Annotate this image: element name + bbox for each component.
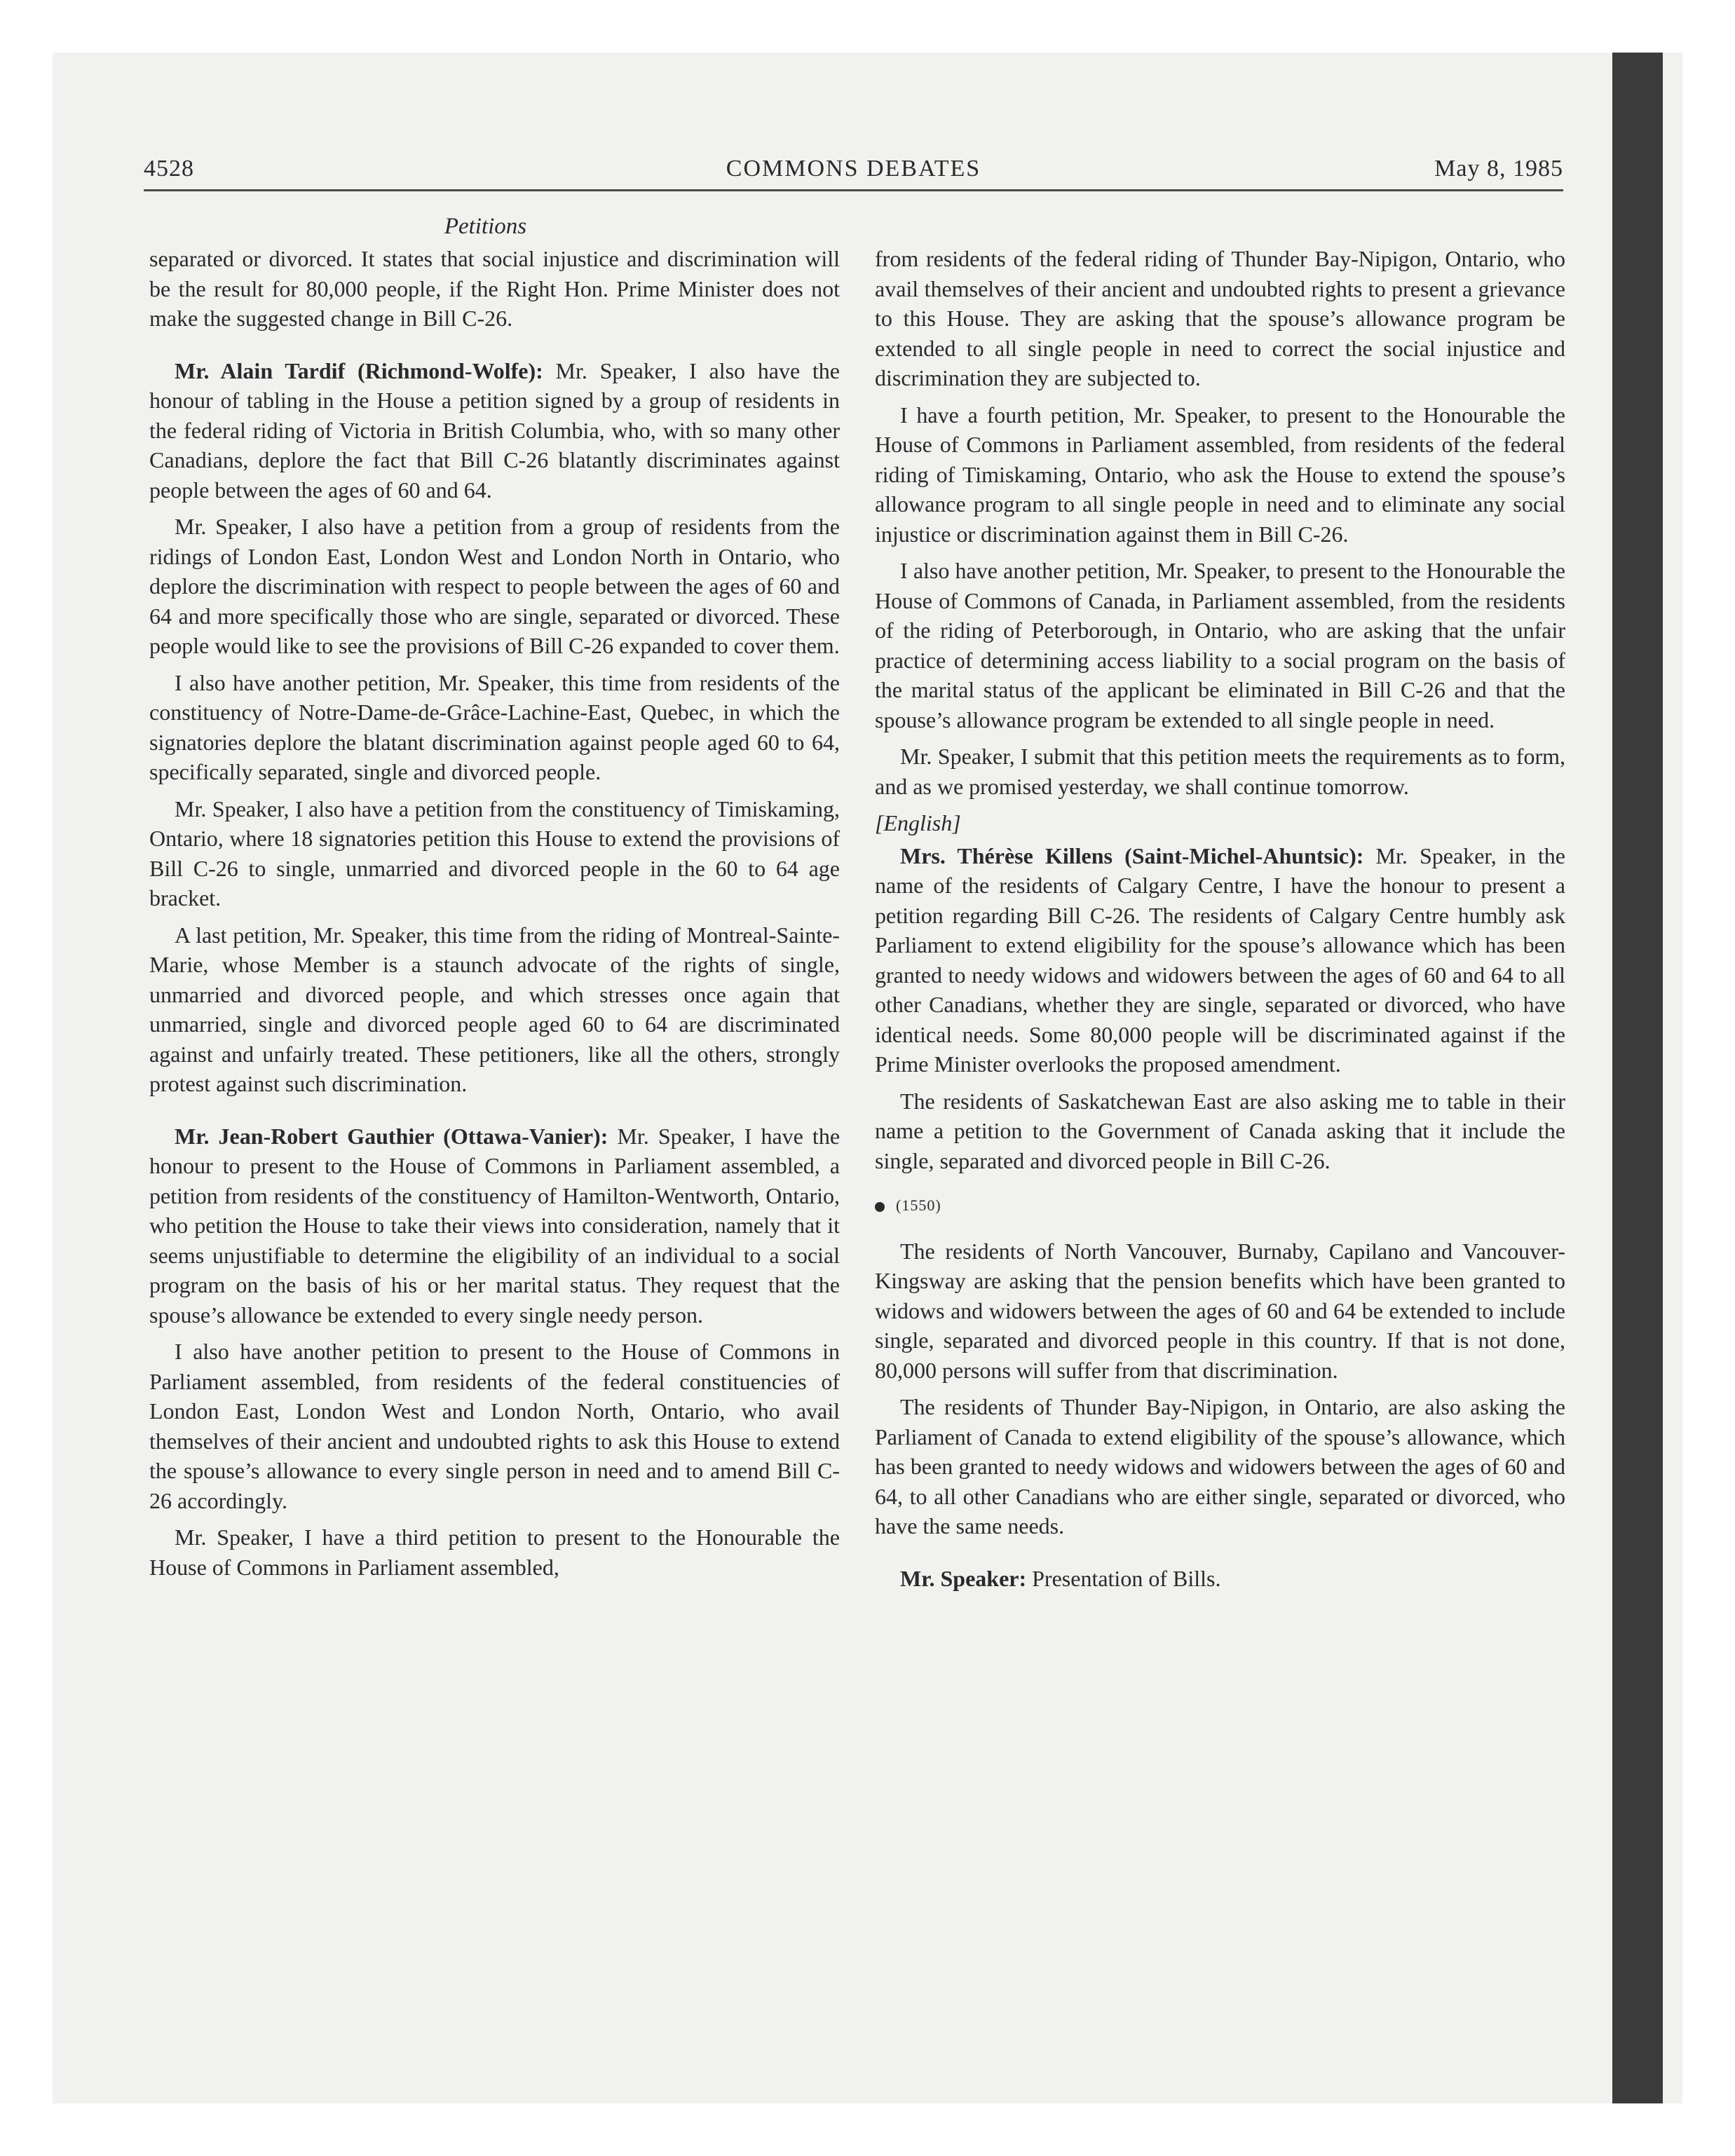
paragraph: The residents of Saskatchewan East are also asking me to table in their name a petition to the Government of Canada asking that it include the single, separated and divorced people in Bill C-26. (875, 1088, 1565, 1173)
paragraph (149, 356, 840, 505)
paragraph: Mr. Speaker, I also have a petition from a group of residents from the ridings of London East, London West and London North in Ontario, who deplore the discrimination with respect to people between the ages of 60 and 64 and more specifically those who are single, separated or divorced. These people would like to see the provisions of Bill C-26 expanded to cover them. (149, 514, 840, 658)
speaker-name: Mr. Alain Tardif (Richmond-Wolfe): (175, 357, 543, 383)
right-column (875, 244, 1565, 1600)
paragraph: separated or divorced. It states that social injustice and discrimination will be the result for 80,000 people, if the Right Hon. Prime Minister does not make the suggested change in Bill C-26. (149, 246, 840, 331)
publication-date: May 8, 1985 (1434, 156, 1563, 182)
paragraph: A last petition, Mr. Speaker, this time from the riding of Montreal-Sainte-Marie, whose Member is a staunch advocate of the rights of single, unmarried and divorced people, and which stresses once again that unmarried, single and divorced people aged 60 to 64 are discriminated against and unfairly treated. These petitioners, like all the others, strongly protest against such discrimination. (149, 922, 840, 1096)
speech-text: Mr. Speaker, in the name of the residents of Calgary Centre, I have the honour to present a petition regarding Bill C-26. The residents of Calgary Centre humbly ask Parliament to extend eligibility for the spouse’s allowance which has been granted to needy widows and widowers between the ages of 60 and 64 to all other Canadians, whether they are single, separated or divorced, who have identical needs. Some 80,000 people will be discriminated against if the Prime Minister overlooks the proposed amendment. (875, 842, 1565, 1077)
paragraph: The residents of Thunder Bay-Nipigon, in Ontario, are also asking the Parliament of Canada to extend eligibility of the spouse’s allowance, which has been granted to needy widows and widowers between the ages of 60 and 64, to all other Canadians who are either single, separated or divorced, who have the same needs. (875, 1394, 1565, 1538)
paragraph: Mr. Speaker, I submit that this petition meets the requirements as to form, and as we promised yesterday, we shall continue tomorrow. (875, 744, 1565, 799)
paragraph (875, 1564, 1565, 1594)
paragraph: Mr. Speaker, I have a third petition to present to the Honourable the House of Commons in Parliament assembled, (149, 1524, 840, 1580)
left-column (149, 244, 840, 1589)
page-header (144, 156, 1563, 191)
binding-edge (1612, 53, 1663, 2103)
speech-text: Presentation of Bills. (1032, 1565, 1221, 1591)
paragraph: Mr. Speaker, I also have a petition from the constituency of Timiskaming, Ontario, where 18 signatories petition this House to extend the provisions of Bill C-26 to single, unmarried and divorced people in the 60 to 64 age bracket. (149, 796, 840, 910)
paragraph (149, 1121, 840, 1330)
section-title: Petitions (444, 214, 527, 239)
speaker-name: Mr. Speaker: (900, 1565, 1027, 1591)
paragraph: I also have another petition to present to the House of Commons in Parliament assembled, from residents of the federal constituencies of London East, London West and London North, Ontario, who avail themselves of their ancient and undoubted rights to ask this House to extend the spouse’s allowance to every single person in need and to amend Bill C-26 accordingly. (149, 1339, 840, 1513)
paragraph: The residents of North Vancouver, Burnaby, Capilano and Vancouver-Kingsway are asking that the pension benefits which have been granted to widows and widowers between the ages of 60 and 64 be extended to include single, separated and divorced people in this country. If that is not done, 80,000 persons will suffer from that discrimination. (875, 1238, 1565, 1383)
speech-text: Mr. Speaker, I have the honour to present to the House of Commons in Parliament assembled, a petition from residents of the constituency of Hamilton-Wentworth, Ontario, who petition the House to take their views into consideration, namely that it seems unjustifiable to determine the eligibility of an individual to a social program on the basis of his or her marital status. They request that the spouse’s allowance be extended to every single needy person. (149, 1123, 841, 1328)
paragraph: I have a fourth petition, Mr. Speaker, to present to the Honourable the House of Commons in Parliament assembled, from residents of the federal riding of Timiskaming, Ontario, who ask the House to extend the spouse’s allowance program to all single people in need and to eliminate any social injustice or discrimination against them in Bill C-26. (875, 402, 1565, 547)
timestamp: (1550) (896, 1196, 941, 1214)
paragraph: from residents of the federal riding of Thunder Bay-Nipigon, Ontario, who avail themselves of their ancient and undoubted rights to present a grievance to this House. They are asking that the spouse’s allowance program be extended to all single people in need to correct the social injustice and discrimination they are subjected to. (875, 246, 1565, 390)
speaker-name: Mr. Jean-Robert Gauthier (Ottawa-Vanier): (175, 1123, 608, 1149)
publication-title: COMMONS DEBATES (726, 156, 981, 182)
speaker-name: Mrs. Thérèse Killens (Saint-Michel-Ahuntsic): (900, 842, 1364, 868)
speech-text: Mr. Speaker, I also have the honour of tabling in the House a petition signed by a group of residents in the federal riding of Victoria in British Columbia, who, with so many other Canadians, deplore the fact that Bill C-26 blatantly discriminates against people between the ages of 60 and 64. (149, 357, 841, 503)
timestamp-marker (875, 1191, 1565, 1221)
page-number: 4528 (144, 156, 194, 182)
paragraph (875, 841, 1565, 1079)
paragraph: I also have another petition, Mr. Speaker, this time from residents of the constituency of Notre-Dame-de-Grâce-Lachine-East, Quebec, in which the signatories deplore the blatant discrimination against people aged 60 to 64, specifically separated, single and divorced people. (149, 669, 840, 784)
paragraph: I also have another petition, Mr. Speaker, to present to the Honourable the House of Commons of Canada, in Parliament assembled, from the residents of the riding of Peterborough, in Ontario, who are asking that the unfair practice of determining access liability to a social program on the basis of the marital status of the applicant be eliminated in Bill C-26 and that the spouse’s allowance program be extended to all single people in need. (875, 558, 1565, 732)
language-marker: [English] (875, 810, 961, 835)
bullet-dot-icon (875, 1202, 885, 1212)
